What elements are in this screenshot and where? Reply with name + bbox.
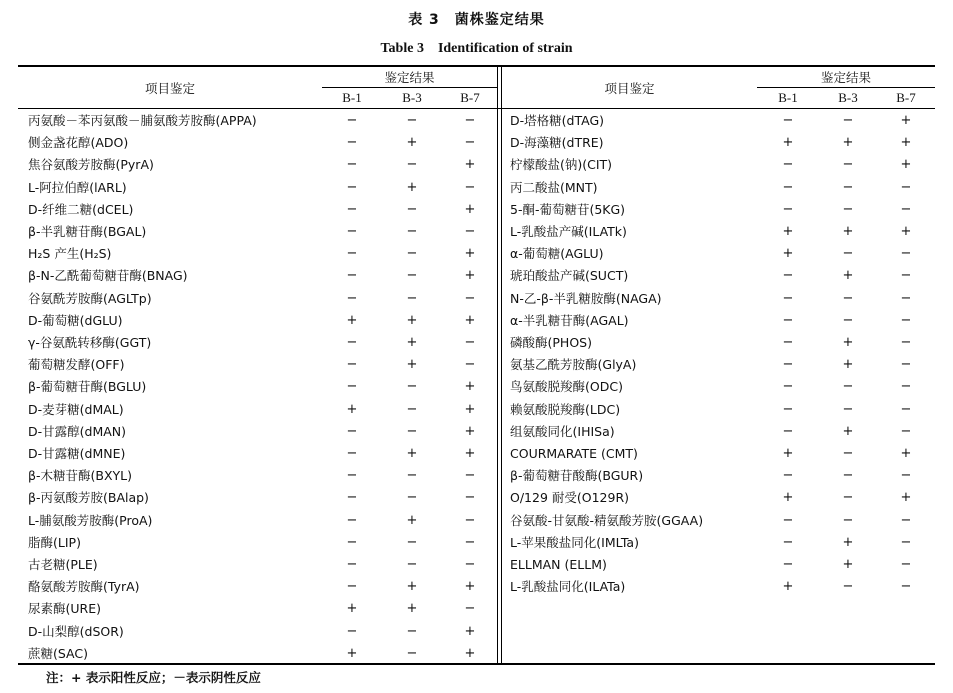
table-row: [0, 288, 953, 310]
result-cell: −: [782, 268, 794, 284]
result-cell: +: [900, 224, 912, 239]
test-item-name: β-N-乙酰葡萄糖苷酶(BNAG): [28, 268, 188, 284]
result-cell: −: [406, 423, 418, 439]
result-cell: +: [346, 401, 358, 417]
item-header-right: 项目鉴定: [604, 81, 655, 96]
table-row: [0, 621, 953, 643]
result-cell: +: [464, 645, 476, 661]
result-cell: −: [782, 312, 794, 328]
test-item-name: D-纤维二糖(dCEL): [28, 201, 134, 217]
result-cell: −: [782, 157, 794, 173]
result-cell: −: [900, 201, 912, 217]
test-item-name: L-乳酸盐同化(ILATa): [510, 579, 626, 595]
result-cell: −: [842, 446, 854, 461]
test-item-name: D-麦芽糖(dMAL): [28, 401, 124, 417]
result-cell: +: [346, 312, 358, 328]
result-cell: −: [464, 534, 476, 550]
test-item-name: 侧金盏花醇(ADO): [28, 135, 129, 151]
test-item-name: 古老糖(PLE): [28, 557, 98, 572]
result-cell: −: [464, 512, 476, 528]
result-cell: −: [842, 179, 854, 195]
result-cell: +: [782, 246, 794, 262]
result-cell: +: [842, 268, 854, 284]
result-cell: −: [900, 379, 912, 395]
result-cell: −: [406, 157, 418, 173]
result-cell: −: [346, 246, 358, 262]
table-row: [0, 265, 953, 287]
result-cell: −: [464, 557, 476, 572]
result-cell: +: [464, 579, 476, 595]
result-cell: −: [842, 379, 854, 395]
result-cell: −: [346, 335, 358, 350]
result-cell: +: [842, 224, 854, 239]
result-cell: −: [346, 135, 358, 151]
result-cell: −: [464, 490, 476, 506]
test-item-name: N-乙-β-半乳糖胺酶(NAGA): [510, 290, 662, 306]
strain-header: B-1: [778, 90, 798, 105]
result-cell: −: [346, 357, 358, 373]
test-item-name: 谷氨酸-甘氨酸-精氨酸芳胺(GGAA): [510, 512, 704, 528]
table-title-english: Table 3 Identification of strain: [380, 41, 573, 56]
test-item-name: 脂酶(LIP): [28, 534, 81, 550]
result-cell: +: [406, 446, 418, 461]
result-cell: −: [346, 179, 358, 195]
test-item-name: 蔗糖(SAC): [28, 645, 88, 661]
test-item-name: α-葡萄糖(AGLU): [510, 246, 604, 262]
result-cell: −: [406, 557, 418, 572]
result-cell: +: [406, 601, 418, 617]
result-cell: −: [900, 534, 912, 550]
strain-header: B-7: [460, 90, 480, 105]
result-cell: −: [900, 401, 912, 417]
result-cell: −: [782, 534, 794, 550]
result-cell: −: [346, 379, 358, 395]
test-item-name: 葡萄糖发酵(OFF): [28, 357, 125, 373]
result-cell: −: [782, 423, 794, 439]
footnote: 注：+ 表示阳性反应；－表示阴性反应: [46, 670, 261, 685]
test-item-name: 琥珀酸盐产碱(SUCT): [510, 268, 629, 284]
result-cell: +: [464, 201, 476, 217]
result-cell: −: [842, 246, 854, 262]
result-cell: +: [842, 135, 854, 151]
table-row: [0, 510, 953, 532]
test-item-name: 赖氨酸脱羧酶(LDC): [510, 401, 621, 417]
test-item-name: COURMARATE (CMT): [510, 446, 638, 461]
result-cell: +: [406, 135, 418, 151]
result-header-left: 鉴定结果: [384, 70, 435, 85]
table-row: [0, 177, 953, 199]
table-row: [0, 354, 953, 376]
result-cell: −: [900, 357, 912, 373]
item-header-left: 项目鉴定: [144, 81, 195, 96]
result-cell: −: [900, 335, 912, 350]
table-row: [0, 576, 953, 598]
result-cell: +: [900, 157, 912, 173]
result-cell: +: [782, 446, 794, 461]
test-item-name: H₂S 产生(H₂S): [28, 246, 112, 262]
result-cell: +: [842, 357, 854, 373]
result-cell: −: [782, 557, 794, 572]
test-item-name: α-半乳糖苷酶(AGAL): [510, 312, 629, 328]
result-cell: −: [346, 423, 358, 439]
result-cell: −: [782, 357, 794, 373]
result-cell: +: [782, 135, 794, 151]
result-cell: −: [406, 401, 418, 417]
result-cell: +: [464, 268, 476, 284]
result-cell: +: [464, 379, 476, 395]
strain-header: B-1: [342, 90, 362, 105]
test-item-name: 丙氨酸－苯丙氨酸－脯氨酸芳胺酶(APPA): [28, 113, 257, 128]
test-item-name: 谷氨酰芳胺酶(AGLTp): [28, 290, 152, 306]
result-cell: −: [406, 623, 418, 639]
result-cell: −: [346, 557, 358, 572]
result-cell: −: [900, 512, 912, 528]
test-item-name: β-半乳糖苷酶(BGAL): [28, 224, 147, 239]
table-row: [0, 532, 953, 554]
test-item-name: 酪氨酸芳胺酶(TyrA): [28, 579, 140, 595]
test-item-name: L-苹果酸盐同化(IMLTa): [510, 534, 639, 550]
result-cell: +: [406, 179, 418, 195]
result-cell: −: [346, 512, 358, 528]
result-cell: +: [406, 312, 418, 328]
result-cell: +: [900, 113, 912, 128]
test-item-name: β-木糖苷酶(BXYL): [28, 468, 132, 484]
result-cell: −: [464, 335, 476, 350]
result-cell: −: [346, 113, 358, 128]
table-row: [0, 421, 953, 443]
result-cell: −: [346, 534, 358, 550]
table-row: [0, 199, 953, 221]
table-row: [0, 243, 953, 265]
result-cell: +: [346, 645, 358, 661]
test-item-name: γ-谷氨酰转移酶(GGT): [28, 335, 152, 350]
result-cell: −: [842, 490, 854, 506]
test-item-name: 鸟氨酸脱羧酶(ODC): [510, 379, 623, 395]
result-cell: −: [464, 357, 476, 373]
top-rule: [18, 65, 935, 67]
result-cell: −: [346, 290, 358, 306]
result-cell: −: [842, 290, 854, 306]
table-row: [0, 110, 953, 132]
result-cell: −: [346, 623, 358, 639]
result-cell: +: [842, 557, 854, 572]
test-item-name: 柠檬酸盐(钠)(CIT): [510, 157, 613, 173]
test-item-name: D-海藻糖(dTRE): [510, 135, 604, 151]
result-cell: −: [406, 645, 418, 661]
result-cell: −: [406, 379, 418, 395]
result-cell: +: [464, 423, 476, 439]
table-row: [0, 221, 953, 243]
result-cell: +: [842, 335, 854, 350]
table-row: [0, 487, 953, 509]
test-item-name: D-甘露糖(dMNE): [28, 446, 126, 461]
table-row: [0, 310, 953, 332]
test-item-name: β-丙氨酸芳胺(BAlap): [28, 490, 149, 506]
result-cell: +: [464, 246, 476, 262]
table-row: [0, 643, 953, 665]
result-cell: +: [782, 224, 794, 239]
result-cell: −: [900, 423, 912, 439]
result-cell: +: [842, 423, 854, 439]
table-row: [0, 399, 953, 421]
result-cell: −: [782, 335, 794, 350]
result-cell: −: [464, 179, 476, 195]
test-item-name: D-塔格糖(dTAG): [510, 113, 605, 128]
result-cell: +: [464, 157, 476, 173]
table-row: [0, 132, 953, 154]
table-row: [0, 332, 953, 354]
result-cell: −: [406, 468, 418, 484]
result-cell: −: [842, 201, 854, 217]
test-item-name: 焦谷氨酸芳胺酶(PyrA): [28, 157, 154, 173]
result-cell: −: [782, 401, 794, 417]
result-cell: −: [406, 201, 418, 217]
result-cell: −: [782, 179, 794, 195]
result-cell: −: [346, 224, 358, 239]
result-cell: −: [406, 268, 418, 284]
table-row: [0, 443, 953, 465]
test-item-name: 5-酮-葡萄糖苷(5KG): [510, 201, 626, 217]
test-item-name: D-山梨醇(dSOR): [28, 623, 124, 639]
result-cell: −: [406, 490, 418, 506]
result-cell: −: [900, 268, 912, 284]
result-cell: −: [464, 224, 476, 239]
result-cell: −: [842, 401, 854, 417]
test-item-name: 氨基乙酰芳胺酶(GlyA): [510, 357, 637, 373]
result-cell: −: [842, 579, 854, 595]
result-cell: +: [782, 579, 794, 595]
test-item-name: 尿素酶(URE): [28, 601, 101, 617]
result-cell: +: [464, 401, 476, 417]
result-cell: −: [464, 601, 476, 617]
result-cell: −: [406, 246, 418, 262]
result-cell: −: [346, 268, 358, 284]
test-item-name: 丙二酸盐(MNT): [510, 179, 598, 195]
result-cell: −: [842, 157, 854, 173]
result-cell: −: [346, 490, 358, 506]
result-cell: −: [464, 468, 476, 484]
test-item-name: 磷酸酶(PHOS): [510, 335, 592, 350]
result-cell: −: [782, 290, 794, 306]
result-cell: +: [900, 135, 912, 151]
result-cell: −: [406, 290, 418, 306]
header-bottom-rule: [18, 108, 935, 109]
test-item-name: D-葡萄糖(dGLU): [28, 312, 123, 328]
result-header-right: 鉴定结果: [820, 70, 871, 85]
test-item-name: L-乳酸盐产碱(ILATk): [510, 224, 627, 239]
table-row: [0, 376, 953, 398]
result-cell: +: [346, 601, 358, 617]
result-cell: −: [346, 446, 358, 461]
result-cell: +: [464, 312, 476, 328]
test-item-name: ELLMAN (ELLM): [510, 557, 607, 572]
result-cell: −: [464, 113, 476, 128]
result-cell: +: [406, 357, 418, 373]
result-cell: −: [842, 312, 854, 328]
result-cell: −: [782, 512, 794, 528]
result-cell: −: [900, 579, 912, 595]
result-cell: −: [900, 290, 912, 306]
result-cell: −: [782, 468, 794, 484]
test-item-name: L-脯氨酸芳胺酶(ProA): [28, 512, 153, 528]
result-cell: +: [464, 623, 476, 639]
table-row: [0, 554, 953, 576]
table-title-chinese: 表 3 菌株鉴定结果: [408, 12, 545, 28]
result-cell: +: [406, 512, 418, 528]
result-cell: −: [782, 201, 794, 217]
test-item-name: β-葡萄糖苷酶(BGLU): [28, 379, 147, 395]
result-cell: +: [782, 490, 794, 506]
result-cell: −: [346, 579, 358, 595]
result-cell: −: [346, 157, 358, 173]
result-cell: +: [842, 534, 854, 550]
result-cell: +: [464, 446, 476, 461]
result-cell: −: [406, 534, 418, 550]
test-item-name: O/129 耐受(O129R): [510, 490, 630, 506]
result-cell: −: [406, 113, 418, 128]
result-cell: −: [782, 113, 794, 128]
result-underline-left: [322, 87, 497, 88]
strain-header: B-7: [896, 90, 916, 105]
result-cell: −: [406, 224, 418, 239]
result-cell: −: [900, 468, 912, 484]
result-cell: −: [842, 468, 854, 484]
result-cell: −: [346, 468, 358, 484]
table-row: [0, 465, 953, 487]
result-underline-right: [757, 87, 935, 88]
test-item-name: β-葡萄糖苷酸酶(BGUR): [510, 468, 644, 484]
strain-header: B-3: [838, 90, 858, 105]
result-cell: −: [900, 179, 912, 195]
result-cell: −: [900, 246, 912, 262]
result-cell: −: [782, 379, 794, 395]
result-cell: −: [900, 312, 912, 328]
result-cell: −: [842, 512, 854, 528]
result-cell: +: [406, 335, 418, 350]
result-cell: +: [900, 446, 912, 461]
strain-header: B-3: [402, 90, 422, 105]
test-item-name: D-甘露醇(dMAN): [28, 423, 127, 439]
result-cell: −: [464, 290, 476, 306]
table-row: [0, 154, 953, 176]
test-item-name: L-阿拉伯醇(lARL): [28, 179, 127, 195]
result-cell: −: [346, 201, 358, 217]
result-cell: +: [900, 490, 912, 506]
result-cell: −: [842, 113, 854, 128]
result-cell: −: [464, 135, 476, 151]
result-cell: +: [406, 579, 418, 595]
test-item-name: 组氨酸同化(IHISa): [510, 423, 615, 439]
result-cell: −: [900, 557, 912, 572]
table-row: [0, 598, 953, 620]
